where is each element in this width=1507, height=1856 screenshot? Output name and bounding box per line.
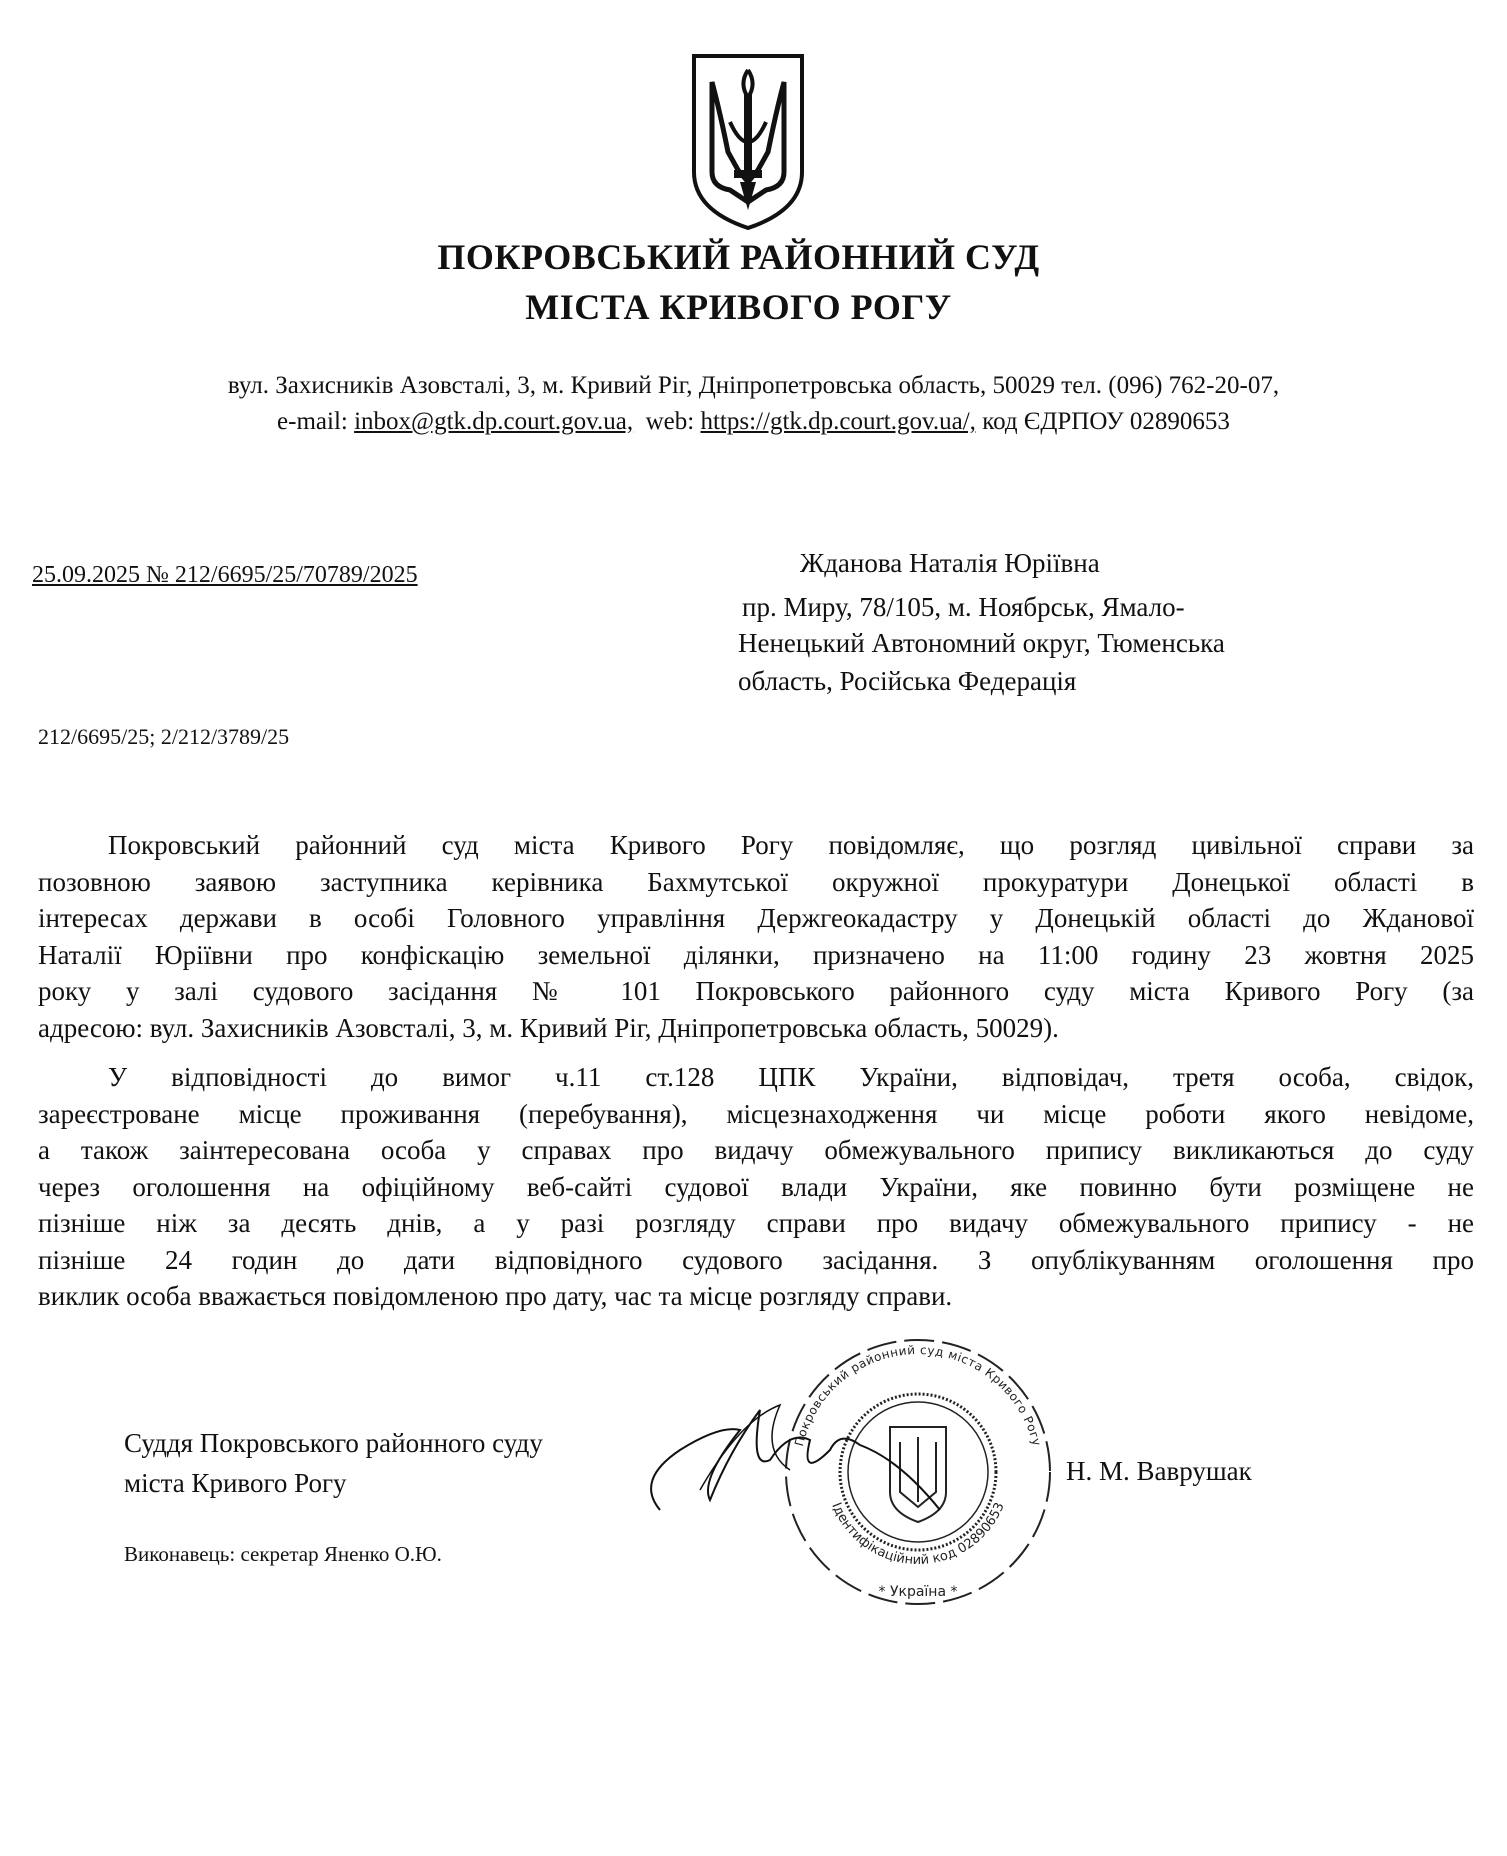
- executor: Виконавець: секретар Яненко О.Ю.: [124, 1542, 442, 1566]
- recipient-address-line: Ненецький Автономний округ, Тюменська: [738, 628, 1225, 658]
- body-text-line: виклик особа вважається повідомленою про дату, час та місце розгляду справи.: [38, 1281, 953, 1311]
- email-label: e-mail:: [277, 408, 348, 435]
- body-text-line: пізніше ніж за десять днів, а у разі розгляду справи про видачу обмежувального припису - не: [38, 1208, 1474, 1238]
- stamp-outer-text: Покровський районний суд міста Кривого Рогу: [791, 1342, 1045, 1448]
- recipient-address-line: пр. Миру, 78/105, м. Ноябрськ, Ямало-: [742, 592, 1185, 622]
- body-text-line: позовною заявою заступника керівника Бахмутської окружної прокуратури Донецької області в: [38, 866, 1474, 897]
- court-address: вул. Захисників Азовсталі, 3, м. Кривий Ріг, Дніпропетровська область, 50029 тел. (096) 762-20-07,: [227, 372, 1280, 399]
- outgoing-date-number: 25.09.2025 № 212/6695/25/70789/2025: [32, 562, 418, 588]
- body-text-line: зареєстроване місце проживання (перебування), місцезнаходження чи місце роботи якого невідоме,: [38, 1098, 1474, 1129]
- trident-emblem-icon: [690, 52, 806, 232]
- body-text-line: а також заінтересована особа у справах про видачу обмежувального припису викликаються до суду: [38, 1135, 1474, 1165]
- edrpou-code: код ЄДРПОУ 02890653: [982, 408, 1230, 435]
- body-text-line: пізніше 24 годин до дати відповідного судового засідання. З опублікуванням оголошення про: [38, 1244, 1474, 1275]
- court-name-line1: ПОКРОВСЬКИЙ РАЙОННИЙ СУД: [437, 237, 1040, 277]
- recipient-name: Жданова Наталія Юріївна: [800, 548, 1100, 578]
- body-text-line: року у залі судового засідання № 101 Покровського районного суду міста Кривого Рогу (за: [38, 976, 1474, 1006]
- court-name-line2: МІСТА КРИВОГО РОГУ: [525, 287, 952, 327]
- body-text-line: Наталії Юріївни про конфіскацію земельної ділянки, призначено на 11:00 годину 23 жовтня 2025: [38, 939, 1474, 970]
- body-text-line: У відповідності до вимог ч.11 ст.128 ЦПК України, відповідач, третя особа, свідок,: [108, 1062, 1474, 1092]
- judge-position-line1: Суддя Покровського районного суду: [124, 1428, 543, 1458]
- stamp-inner-text: Ідентифікаційний код 02890653: [828, 1500, 1008, 1569]
- body-text-line: Покровський районний суд міста Кривого Рогу повідомляє, що розгляд цивільної справи за: [108, 830, 1474, 860]
- case-references: 212/6695/25; 2/212/3789/25: [38, 724, 290, 749]
- email-link[interactable]: inbox@gtk.dp.court.gov.ua,: [354, 408, 634, 435]
- web-link[interactable]: https://gtk.dp.court.gov.ua/,: [700, 408, 976, 435]
- body-text-line: інтересах держави в особі Головного управління Держгеокадастру у Донецькій області до Жданової: [38, 903, 1474, 933]
- body-text-line: через оголошення на офіційному веб-сайті судової влади України, яке повинно бути розміщене не: [38, 1171, 1474, 1202]
- court-contacts: [0, 408, 1507, 436]
- signature-scribble: [640, 1390, 960, 1520]
- judge-position-line2: міста Кривого Рогу: [124, 1468, 347, 1498]
- body-text-line: адресою: вул. Захисників Азовсталі, 3, м. Кривий Ріг, Дніпропетровська область, 50029).: [38, 1012, 1059, 1043]
- stamp-bottom-text: * Україна *: [878, 1584, 958, 1600]
- recipient-address-line: область, Російська Федерація: [738, 666, 1077, 696]
- judge-name: Н. М. Ваврушак: [1066, 1456, 1252, 1486]
- web-label: web:: [645, 408, 695, 435]
